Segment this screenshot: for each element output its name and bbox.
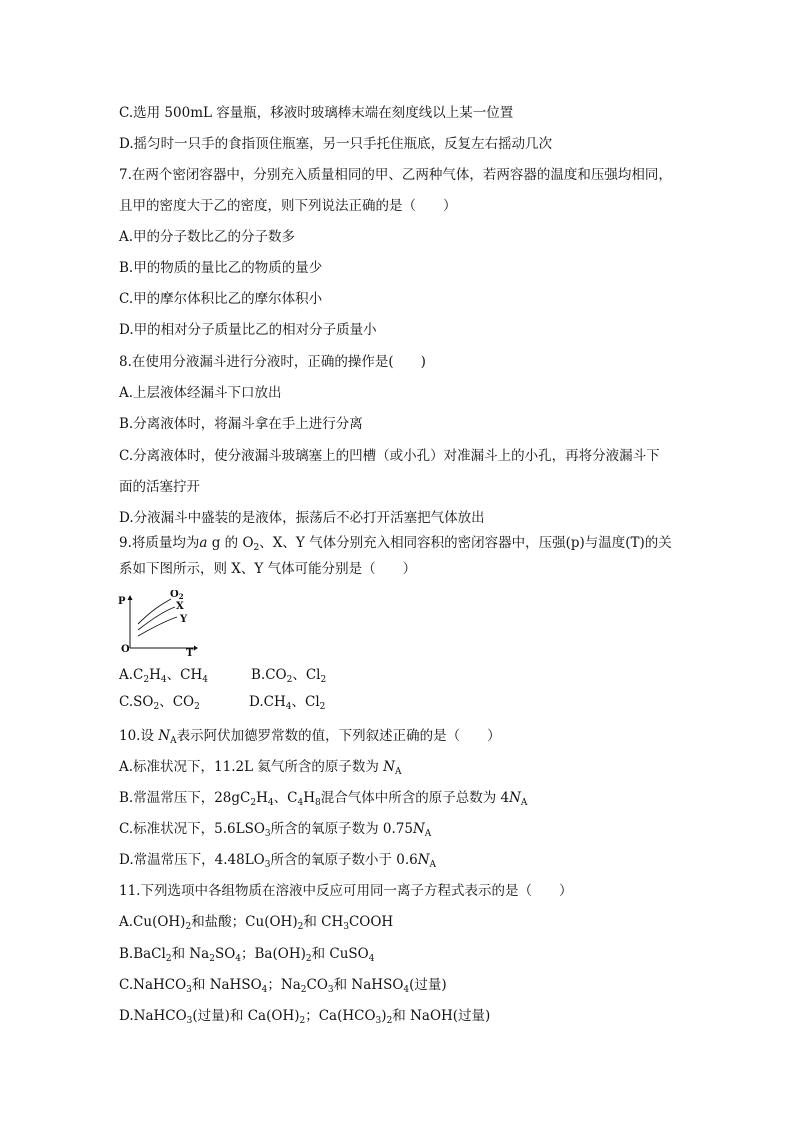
q8-option-b: B.分离液体时，将漏斗拿在手上进行分离 (119, 416, 363, 432)
q10-option-a: A.标准状况下，11.2L 氦气所含的原子数为 $N_A$ (119, 759, 402, 777)
q7-option-c: C.甲的摩尔体积比乙的摩尔体积小 (119, 291, 323, 307)
q11-option-d: D.NaHCO$_3$(过量)和 $Ca(OH)_2$；$Ca(HCO_3)_2$和 NaOH(过量) (119, 1008, 491, 1026)
q11-option-b: B.BaCl$_2$和 $Na_2SO_4$；$Ba(OH)_2$和 CuSO$_4$ (119, 946, 375, 964)
q8-stem: 8.在使用分液漏斗进行分液时，正确的操作是( ) (119, 354, 426, 370)
curve-y (138, 617, 177, 636)
q7-option-a: A.甲的分子数比乙的分子数多 (119, 229, 296, 245)
q9-option-a: $A.C_2H_4$、$CH_4$ (119, 667, 208, 685)
q11-option-c: C.NaHCO$_3$和 NaHSO$_4$；$Na_2CO_3$和 NaHSO$_4$(过量) (119, 977, 447, 995)
y-axis-arrow (128, 595, 133, 600)
q7-stem-line2: 且甲的密度大于乙的密度，则下列说法正确的是（ ） (119, 198, 457, 214)
q9-option-b: $B.CO_2$、$Cl_2$ (251, 667, 327, 685)
q6-option-c: C.选用 500mL 容量瓶，移液时玻璃棒末端在刻度线以上某一位置 (119, 105, 514, 121)
q6-option-d: D.摇匀时一只手的食指顶住瓶塞，另一只手托住瓶底，反复左右摇动几次 (119, 136, 553, 152)
q9-stem-line1: 9.将质量均为a g 的 $O_2$、X、Y 气体分别充入相同容积的密闭容器中，压强(p)与温度(T)的关 (119, 535, 672, 553)
q10-option-b: B.常温常压下，$28gC_2H_4$、$C_4H_8$混合气体中所含的原子总数为 $4N_A$ (119, 790, 528, 808)
q8-option-c-line2: 面的活塞拧开 (119, 479, 200, 495)
curve-y-label: Y (180, 614, 188, 625)
origin-label: O (121, 644, 130, 655)
q7-stem-line1: 7.在两个密闭容器中，分别充入质量相同的甲、乙两种气体，若两容器的温度和压强均相同， (119, 167, 672, 183)
q11-stem: 11.下列选项中各组物质在溶液中反应可用同一离子方程式表示的是（ ） (119, 883, 573, 899)
q7-option-b: B.甲的物质的量比乙的物质的量少 (119, 260, 323, 276)
x-axis-label: T (186, 648, 194, 656)
q11-option-a: $A.Cu(OH)_2$和盐酸；$Cu(OH)_2$和 $CH_3COOH$ (119, 914, 394, 932)
q9-option-d: $D.CH_4$、$Cl_2$ (249, 694, 326, 712)
q10-option-c: C.标准状况下，$5.6LSO_3$所含的氧原子数为 $0.75N_A$ (119, 821, 432, 839)
q8-option-d: D.分液漏斗中盛装的是液体，振荡后不必打开活塞把气体放出 (119, 510, 485, 526)
q9-stem-line2: 系如下图所示，则 X、Y 气体可能分别是（ ） (119, 561, 417, 577)
var-a: a (199, 535, 208, 551)
pressure-temperature-graph (118, 590, 198, 656)
curve-x-label: X (176, 601, 184, 612)
x-axis-arrow (194, 646, 198, 651)
q10-stem: 10.设 $N_A$表示阿伏加德罗常数的值，下列叙述正确的是（ ） (119, 728, 501, 746)
curve-o2-label: $O_2$ (170, 590, 184, 601)
q8-option-a: A.上层液体经漏斗下口放出 (119, 385, 282, 401)
y-axis-label: P (118, 596, 126, 607)
q9-option-c: $C.SO_2$、$CO_2$ (119, 694, 200, 712)
q7-option-d: D.甲的相对分子质量比乙的相对分子质量小 (119, 322, 377, 338)
q10-option-d: D.常温常压下，$4.48LO_3$所含的氧原子数小于 $0.6N_A$ (119, 852, 437, 870)
q8-option-c-line1: C.分离液体时，使分液漏斗玻璃塞上的凹槽（或小孔）对准漏斗上的小孔，再将分液漏斗下 (119, 448, 660, 464)
